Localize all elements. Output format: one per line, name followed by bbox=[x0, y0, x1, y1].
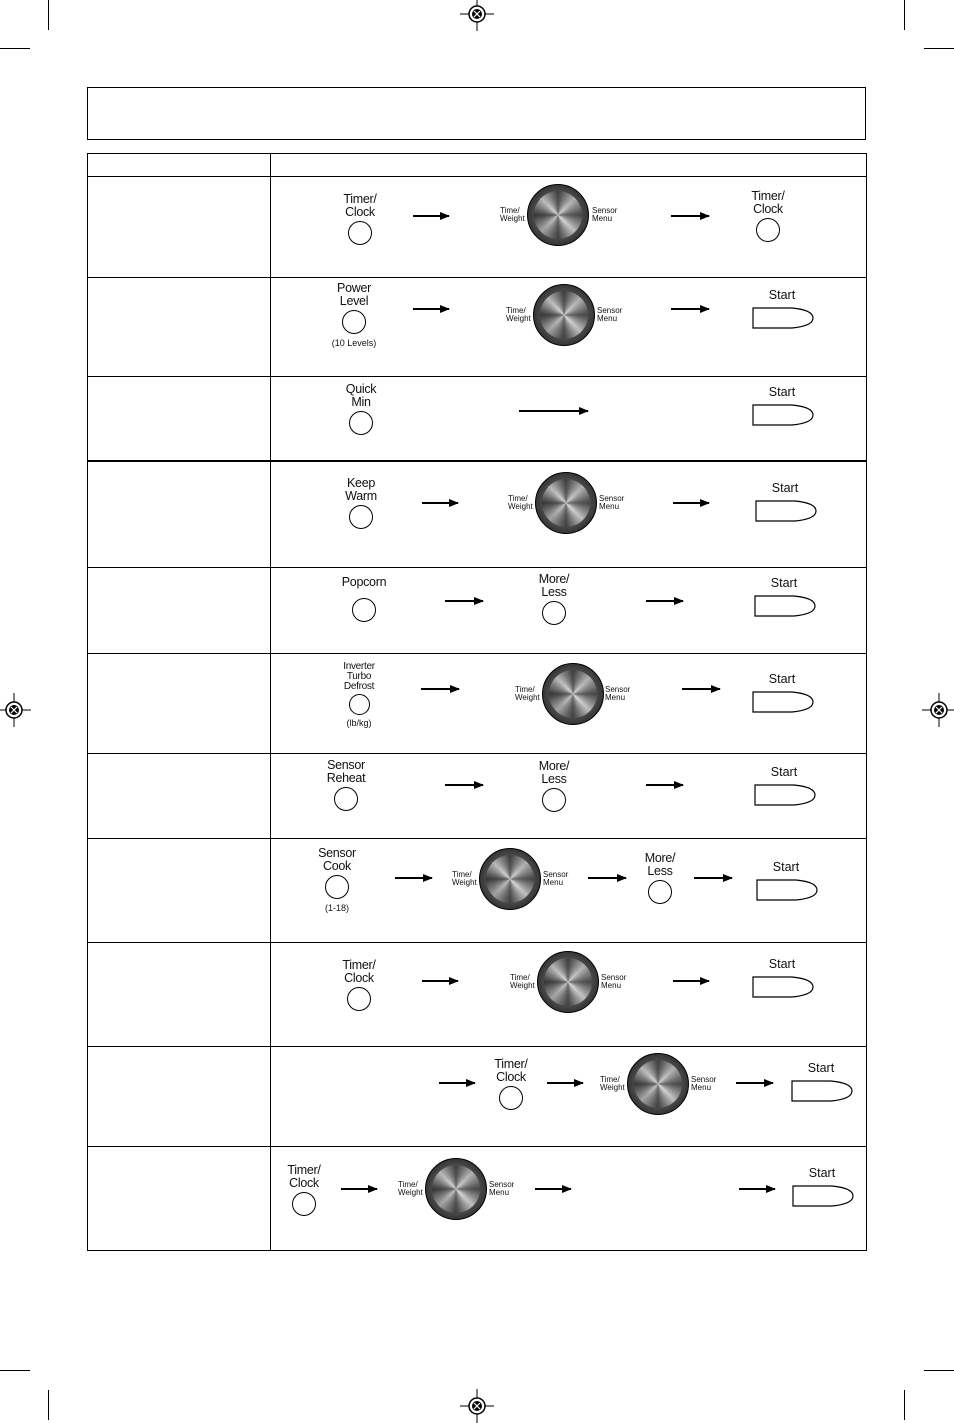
registration-mark-left bbox=[0, 693, 31, 727]
start-label: Start bbox=[772, 860, 800, 874]
more-less-button-group bbox=[509, 760, 599, 812]
more-less-label: More/ Less bbox=[644, 851, 676, 878]
start-label: Start bbox=[771, 481, 799, 495]
start-label: Start bbox=[768, 957, 796, 971]
dial-right-label: Sensor Menu bbox=[691, 1075, 717, 1092]
crop-mark bbox=[48, 1390, 49, 1420]
start-button-group bbox=[754, 576, 818, 617]
crop-mark bbox=[48, 0, 49, 30]
dial-right-label: Sensor Menu bbox=[597, 306, 623, 323]
inverter-turbo-defrost-button[interactable] bbox=[349, 694, 370, 715]
start-button-group bbox=[752, 385, 816, 426]
keep-warm-label: Keep Warm bbox=[345, 476, 377, 503]
start-label: Start bbox=[768, 385, 796, 399]
sensor-cook-button[interactable] bbox=[325, 875, 349, 899]
time-weight-sensor-menu-dial[interactable] bbox=[542, 663, 604, 725]
crop-mark bbox=[924, 48, 954, 49]
registration-mark-bottom bbox=[460, 1389, 494, 1423]
start-button[interactable] bbox=[752, 976, 814, 998]
sensor-cook-label: Sensor Cook bbox=[318, 846, 356, 873]
dial-left-label: Time/ Weight bbox=[515, 685, 540, 702]
inverter-turbo-defrost-button-group bbox=[314, 662, 404, 728]
start-button[interactable] bbox=[754, 595, 816, 617]
row-divider bbox=[88, 942, 866, 943]
timer-clock-button[interactable] bbox=[756, 218, 780, 242]
start-label: Start bbox=[770, 765, 798, 779]
timer-clock-label: Timer/ Clock bbox=[494, 1057, 528, 1084]
power-level-button-group bbox=[309, 282, 399, 348]
timer-clock-button-group bbox=[315, 193, 405, 245]
keep-warm-button-group bbox=[316, 477, 406, 529]
dial-right-label: Sensor Menu bbox=[489, 1180, 515, 1197]
more-less-button-group bbox=[509, 573, 599, 625]
column-divider bbox=[270, 154, 271, 1250]
timer-clock-label: Timer/ Clock bbox=[342, 958, 376, 985]
sensor-reheat-label: Sensor Reheat bbox=[326, 758, 366, 785]
start-button[interactable] bbox=[791, 1080, 853, 1102]
dial-left-label: Time/ Weight bbox=[398, 1180, 423, 1197]
start-button-group bbox=[754, 765, 818, 806]
sensor-cook-sub-label: (1-18) bbox=[324, 903, 349, 913]
timer-clock-button-group bbox=[723, 190, 813, 242]
start-button[interactable] bbox=[752, 691, 814, 713]
more-less-label: More/ Less bbox=[538, 759, 570, 786]
popcorn-label: Popcorn bbox=[341, 575, 387, 589]
row-divider bbox=[88, 653, 866, 654]
more-less-button[interactable] bbox=[542, 601, 566, 625]
dial-left-label: Time/ Weight bbox=[452, 870, 477, 887]
start-button-group bbox=[792, 1166, 856, 1207]
dial-right-label: Sensor Menu bbox=[599, 494, 625, 511]
quick-min-button-group bbox=[316, 383, 406, 435]
timer-clock-button[interactable] bbox=[348, 221, 372, 245]
time-weight-sensor-menu-dial[interactable] bbox=[425, 1158, 487, 1220]
crop-mark bbox=[0, 1370, 30, 1371]
start-label: Start bbox=[768, 672, 796, 686]
start-button-group bbox=[752, 672, 816, 713]
start-button[interactable] bbox=[755, 500, 817, 522]
time-weight-sensor-menu-dial[interactable] bbox=[527, 184, 589, 246]
dial-left-label: Time/ Weight bbox=[510, 973, 535, 990]
start-label: Start bbox=[768, 288, 796, 302]
time-weight-sensor-menu-dial[interactable] bbox=[479, 848, 541, 910]
more-less-button-group bbox=[615, 852, 705, 904]
start-button-group bbox=[755, 481, 819, 522]
dial-left-label: Time/ Weight bbox=[600, 1075, 625, 1092]
more-less-button[interactable] bbox=[648, 880, 672, 904]
row-divider bbox=[88, 376, 866, 377]
dial-left-label: Time/ Weight bbox=[508, 494, 533, 511]
power-level-sub-label: (10 Levels) bbox=[331, 338, 377, 348]
time-weight-sensor-menu-dial[interactable] bbox=[537, 951, 599, 1013]
defrost-sub-label: (lb/kg) bbox=[346, 718, 372, 728]
more-less-label: More/ Less bbox=[538, 572, 570, 599]
timer-clock-button[interactable] bbox=[347, 987, 371, 1011]
start-button[interactable] bbox=[754, 784, 816, 806]
registration-mark-top bbox=[460, 0, 494, 31]
quick-min-button[interactable] bbox=[349, 411, 373, 435]
row-divider bbox=[88, 176, 866, 177]
start-button-group bbox=[752, 957, 816, 998]
power-level-label: Power Level bbox=[337, 281, 371, 308]
row-divider bbox=[88, 753, 866, 754]
crop-mark bbox=[924, 1370, 954, 1371]
start-button[interactable] bbox=[792, 1185, 854, 1207]
sensor-cook-button-group bbox=[292, 847, 382, 913]
start-label: Start bbox=[808, 1166, 836, 1180]
time-weight-sensor-menu-dial[interactable] bbox=[627, 1053, 689, 1115]
keep-warm-button[interactable] bbox=[349, 505, 373, 529]
more-less-button[interactable] bbox=[542, 788, 566, 812]
timer-clock-button-group bbox=[259, 1164, 349, 1216]
popcorn-button[interactable] bbox=[352, 598, 376, 622]
start-button[interactable] bbox=[752, 404, 814, 426]
row-divider bbox=[88, 1046, 866, 1047]
crop-mark bbox=[0, 48, 30, 49]
row-divider bbox=[88, 567, 866, 568]
popcorn-button-group bbox=[319, 576, 409, 622]
dial-left-label: Time/ Weight bbox=[506, 306, 531, 323]
dial-right-label: Sensor Menu bbox=[543, 870, 569, 887]
start-label: Start bbox=[770, 576, 798, 590]
timer-clock-label: Timer/ Clock bbox=[751, 189, 785, 216]
sensor-reheat-button[interactable] bbox=[334, 787, 358, 811]
dial-right-label: Sensor Menu bbox=[601, 973, 627, 990]
time-weight-sensor-menu-dial[interactable] bbox=[535, 472, 597, 534]
timer-clock-label: Timer/ Clock bbox=[343, 192, 377, 219]
timer-clock-label: Timer/ Clock bbox=[287, 1163, 321, 1190]
row-divider bbox=[88, 460, 866, 462]
timer-clock-button-group bbox=[466, 1058, 556, 1110]
crop-mark bbox=[904, 0, 905, 30]
inverter-turbo-defrost-label: Inverter Turbo Defrost bbox=[343, 661, 375, 692]
registration-mark-right bbox=[922, 693, 954, 727]
start-button[interactable] bbox=[756, 879, 818, 901]
row-divider bbox=[88, 838, 866, 839]
timer-clock-button[interactable] bbox=[499, 1086, 523, 1110]
start-button[interactable] bbox=[752, 307, 814, 329]
quick-min-label: Quick Min bbox=[345, 382, 377, 409]
timer-clock-button[interactable] bbox=[292, 1192, 316, 1216]
dial-left-label: Time/ Weight bbox=[500, 206, 525, 223]
start-button-group bbox=[752, 288, 816, 329]
dial-right-label: Sensor Menu bbox=[592, 206, 618, 223]
dial-right-label: Sensor Menu bbox=[605, 685, 631, 702]
start-button-group bbox=[791, 1061, 855, 1102]
start-button-group bbox=[756, 860, 820, 901]
sensor-reheat-button-group bbox=[301, 759, 391, 811]
row-divider bbox=[88, 277, 866, 278]
row-divider bbox=[88, 1146, 866, 1147]
start-label: Start bbox=[807, 1061, 835, 1075]
header-box bbox=[87, 87, 866, 140]
crop-mark bbox=[904, 1390, 905, 1420]
time-weight-sensor-menu-dial[interactable] bbox=[533, 284, 595, 346]
timer-clock-button-group bbox=[314, 959, 404, 1011]
power-level-button[interactable] bbox=[342, 310, 366, 334]
